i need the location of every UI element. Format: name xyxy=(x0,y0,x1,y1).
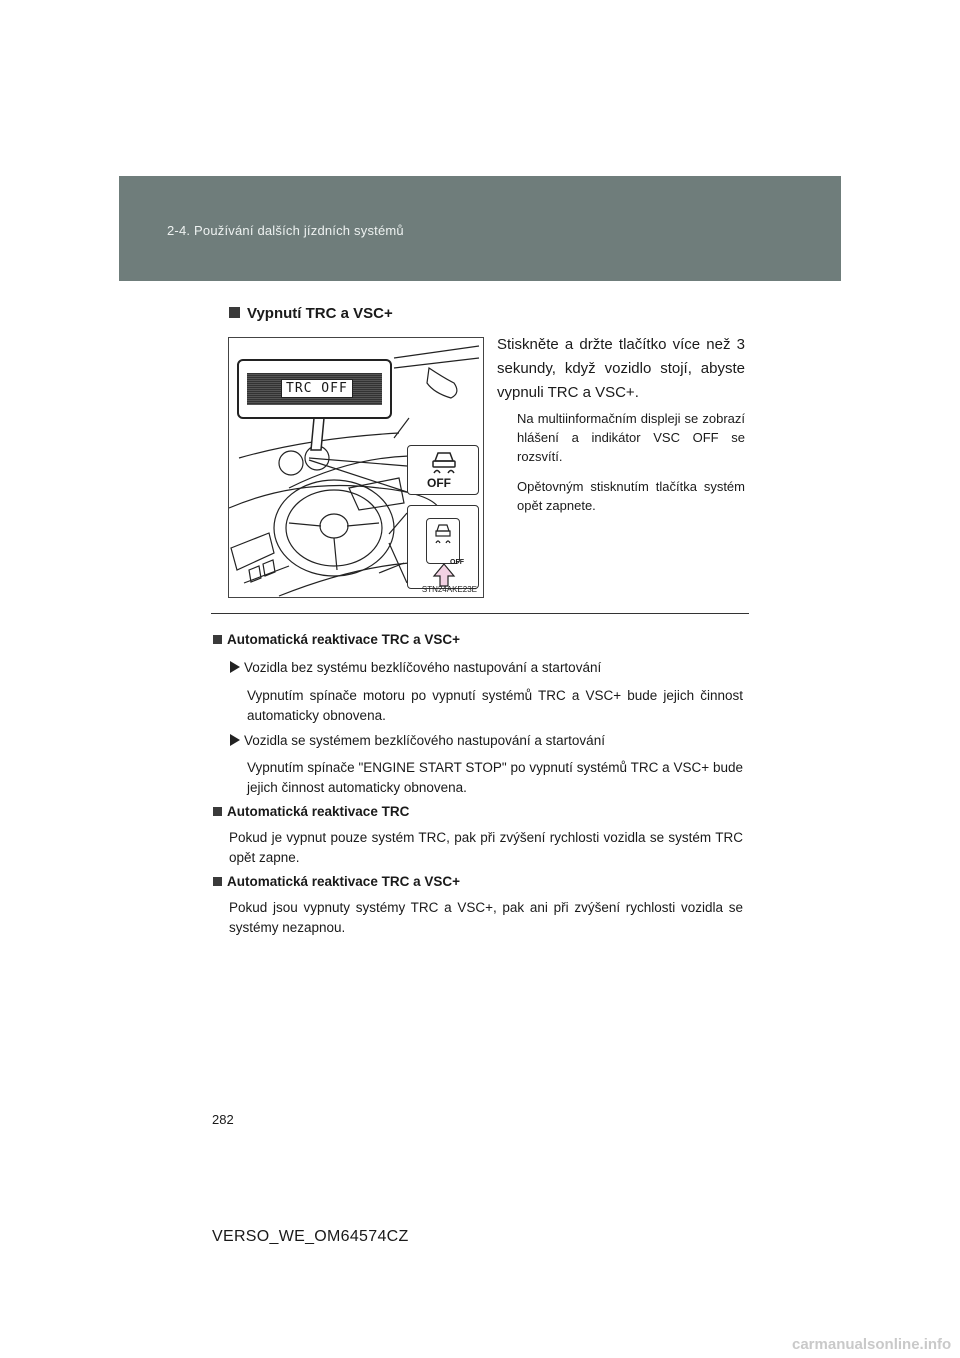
note-press-again: Opětovným stisknutím tlačítka systém opět zapnete. xyxy=(517,479,745,513)
header-band xyxy=(119,176,841,281)
press-arrow-icon xyxy=(408,506,480,590)
illustration-dashboard xyxy=(228,337,484,598)
intro-text: Stiskněte a držte tlačítko více než 3 sekundy, když vozidlo stojí, abyste vypnuli TRC a VSC+. xyxy=(497,336,745,401)
figure-code: STN24AKE23E xyxy=(421,585,477,594)
square-bullet-icon xyxy=(213,877,222,886)
square-bullet-icon xyxy=(213,635,222,644)
section-title: Vypnutí TRC a VSC+ xyxy=(229,305,393,322)
triangle-bullet-icon xyxy=(230,734,240,746)
divider xyxy=(211,613,749,614)
subheading-trc-reactivation: Automatická reaktivace TRC xyxy=(213,804,409,819)
paragraph-trc-reactivation: Pokud je vypnut pouze systém TRC, pak při zvýšení rychlosti vozidla se systém TRC opět zapne. xyxy=(229,830,743,865)
square-bullet-icon xyxy=(213,807,222,816)
subheading-trc-vsc-reactivation: Automatická reaktivace TRC a VSC+ xyxy=(213,874,460,889)
skid-car-icon xyxy=(408,446,480,476)
paragraph-with-smart-key: Vypnutím spínače "ENGINE START STOP" po vypnutí systémů TRC a VSC+ bude jejich činnost automaticky obnovena. xyxy=(247,760,743,795)
watermark: carmanualsonline.info xyxy=(792,1336,952,1353)
trc-off-message: TRC OFF xyxy=(281,379,353,398)
button-label-off: OFF xyxy=(427,476,451,490)
vsc-off-button-closeup xyxy=(407,445,479,495)
page-number: 282 xyxy=(212,1112,234,1127)
vsc-off-button-location xyxy=(407,505,479,589)
triangle-bullet-icon xyxy=(230,661,240,673)
note-display-message: Na multiinformačním displeji se zobrazí hlášení a indikátor VSC OFF se rozsvítí. xyxy=(517,411,745,464)
document-code: VERSO_WE_OM64574CZ xyxy=(212,1228,409,1245)
bullet-with-smart-key: Vozidla se systémem bezklíčového nastupování a startování xyxy=(230,733,605,748)
paragraph-trc-vsc-reactivation: Pokud jsou vypnuty systémy TRC a VSC+, pak ani při zvýšení rychlosti vozidla se systémy nezapnou. xyxy=(229,900,743,935)
paragraph-without-smart-key: Vypnutím spínače motoru po vypnutí systémů TRC a VSC+ bude jejich činnost automaticky obnovena. xyxy=(247,688,743,723)
small-button-label-off: OFF xyxy=(450,559,464,566)
section-breadcrumb: 2-4. Používání dalších jízdních systémů xyxy=(167,223,404,238)
subheading-auto-reactivation: Automatická reaktivace TRC a VSC+ xyxy=(213,632,460,647)
square-bullet-icon xyxy=(229,307,240,318)
bullet-without-smart-key: Vozidla bez systému bezklíčového nastupování a startování xyxy=(230,660,601,675)
multi-info-display-callout xyxy=(237,359,392,419)
